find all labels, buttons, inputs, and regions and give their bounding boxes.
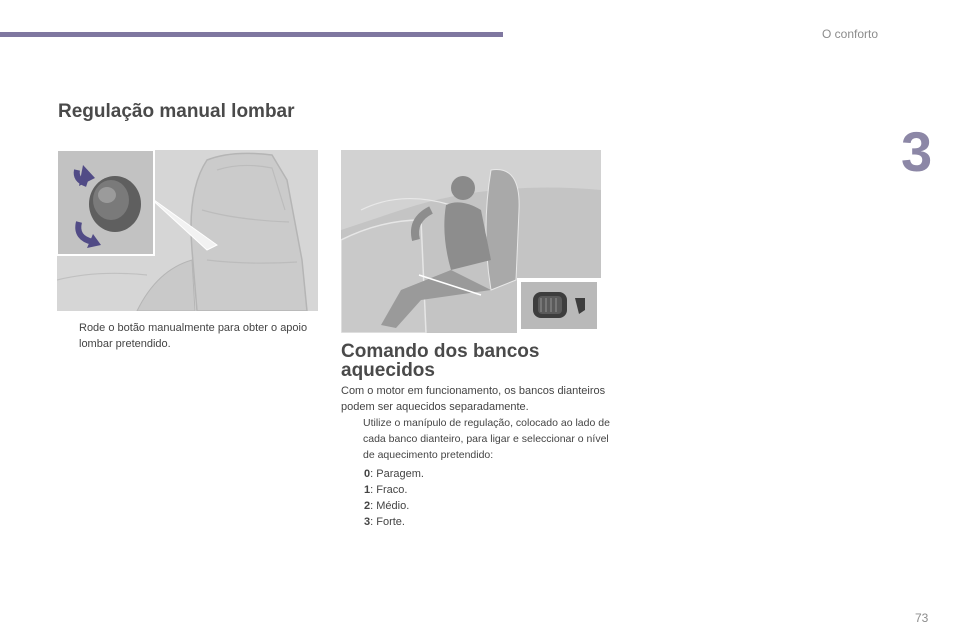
lumbar-adjustment-illustration — [57, 150, 318, 311]
aquecidos-instruction — [341, 415, 611, 463]
page-number: 73 — [915, 611, 929, 625]
aquecidos-intro: Com o motor em funcionamento, os bancos dianteiros podem ser aquecidos separadamente. — [341, 385, 606, 413]
heating-levels-list — [364, 466, 424, 530]
heating-level-item: 3: Forte. — [364, 516, 405, 528]
lombar-instruction-text: Rode o botão manualmente para obter o apoio lombar pretendido. — [79, 322, 308, 350]
lombar-instruction — [57, 320, 312, 352]
heating-level-item: 0: Paragem. — [364, 468, 424, 480]
heating-level-item: 1: Fraco. — [364, 484, 408, 496]
aquecidos-title: Comando dos bancos aquecidos — [341, 341, 540, 381]
aquecidos-instruction-text: Utilize o manípulo de regulação, colocado ao lado de cada banco dianteiro, para ligar e seleccionar o nível de aquecimento pretendido: — [363, 417, 610, 461]
chapter-number: 3 — [901, 120, 933, 183]
lombar-title: Regulação manual lombar — [58, 101, 295, 122]
heating-level-item: 2: Médio. — [364, 500, 410, 512]
heated-seat-illustration — [341, 150, 601, 333]
section-label: O conforto — [822, 27, 879, 41]
header-accent-bar — [0, 32, 503, 37]
